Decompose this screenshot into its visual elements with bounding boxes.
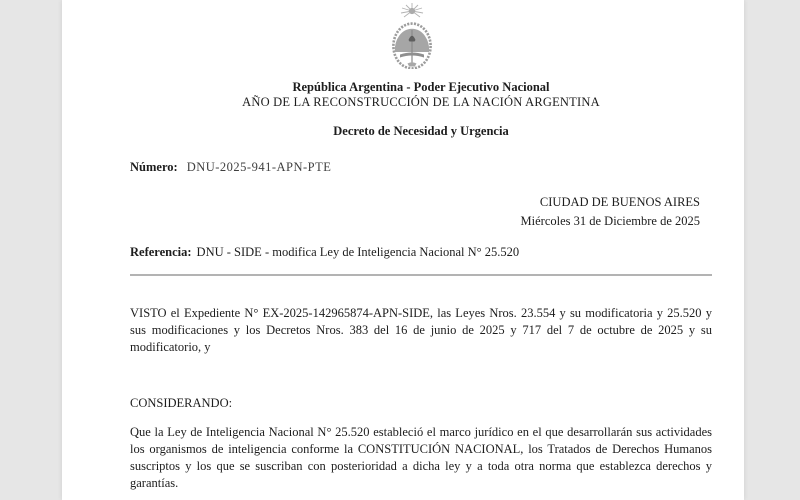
city-line: CIUDAD DE BUENOS AIRES: [539, 195, 700, 209]
considerando-heading: CONSIDERANDO:: [130, 396, 233, 410]
reference-value: DNU - SIDE - modifica Ley de Inteligencia Nacional N° 25.520: [196, 245, 520, 259]
reference-line: [130, 245, 712, 260]
decree-document: [62, 0, 744, 500]
document-type-title: Decreto de Necesidad y Urgencia: [333, 124, 509, 138]
decree-number-label: Número:: [130, 160, 178, 174]
argentina-coat-of-arms-icon: [389, 3, 435, 69]
date-line: Miércoles 31 de Diciembre de 2025: [520, 214, 700, 228]
reference-divider: [130, 274, 712, 276]
decree-number-line: [130, 160, 712, 175]
considerando-paragraph: Que la Ley de Inteligencia Nacional N° 25.520 estableció el marco jurídico en el que desarrollarán sus actividades los organismos de inteligencia conforme la CONSTITUCIÓN NACIONAL, los Tratados de Derechos Humanos suscriptos y los que se suscriban con posterioridad a dicha ley y a toda otra norma que establezca derechos y garantías.: [130, 425, 712, 490]
visto-paragraph: VISTO el Expediente N° EX-2025-142965874-APN-SIDE, las Leyes Nros. 23.554 y su modificatoria y 25.520 y sus modificaciones y los Decretos Nros. 383 del 16 de junio de 2025 y 717 del 7 de octubre de 2025 y su modificatorio, y: [130, 306, 712, 354]
reference-label: Referencia:: [130, 245, 192, 259]
org-title: República Argentina - Poder Ejecutivo Nacional: [292, 80, 550, 94]
year-motto: AÑO DE LA RECONSTRUCCIÓN DE LA NACIÓN ARGENTINA: [242, 95, 600, 109]
decree-number-value: DNU-2025-941-APN-PTE: [186, 160, 332, 174]
